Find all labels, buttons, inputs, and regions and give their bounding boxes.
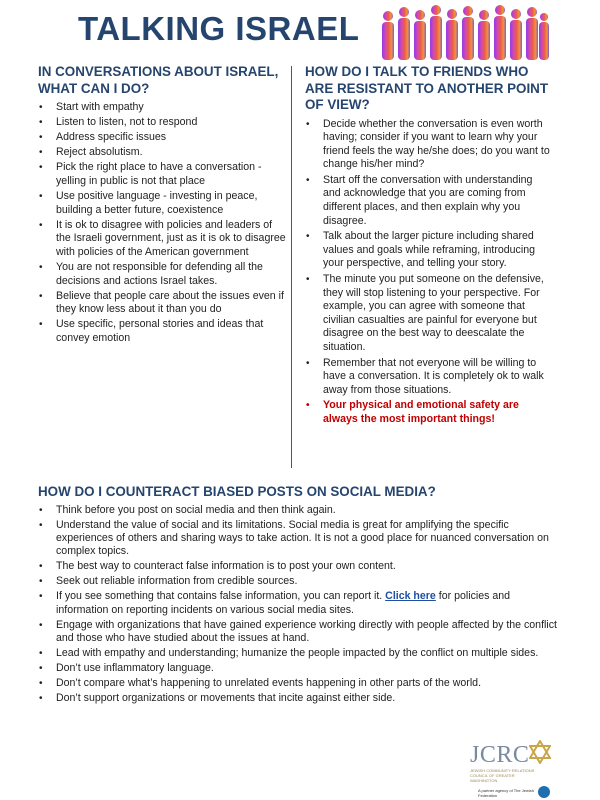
conversations-section <box>38 64 288 347</box>
report-text-after: for policies and information on reporting incidents on various social media sites. <box>56 590 511 616</box>
list-item: • Start with empathy <box>38 101 288 115</box>
list-item: • Remember that not everyone will be willing to have a conversation. It is completely ok to walk away from those situations. <box>305 357 550 398</box>
list-item: • The minute you put someone on the defensive, they will stop listening to your perspective. For example, you can agree with someone that civilian casualties are painful for everyone but disagree on the best way to deescalate the situation. <box>305 273 550 355</box>
click-here-link[interactable]: Click here <box>385 590 436 603</box>
resistant-friends-section <box>305 64 550 429</box>
conversations-heading: IN CONVERSATIONS ABOUT ISRAEL, WHAT CAN I DO? <box>38 64 279 96</box>
list-item: • Start off the conversation with understanding and acknowledge that you are coming from different places, and then explain why you disagree. <box>305 174 550 228</box>
resistant-friends-list <box>305 118 550 427</box>
list-item: • Reject absolutism. <box>38 146 288 160</box>
list-item: • Understand the value of social and its limitations. Social media is great for amplifying the specific experiences of others and sharing ways to take action. It is not a good place for nuanced conversation on complex topics. <box>38 519 558 559</box>
safety-warning: • Your physical and emotional safety are always the most important things! <box>305 399 550 426</box>
social-media-list <box>38 504 558 706</box>
column-divider <box>291 66 292 468</box>
logo-letters: JCRC <box>470 742 530 768</box>
list-item: • Decide whether the conversation is even worth having; consider if you want to learn why your friend feels the way he/she does; do you want to change his/her mind? <box>305 118 550 172</box>
list-item: • Use positive language - investing in peace, building a better future, coexistence <box>38 190 288 217</box>
people-crowd-image <box>376 2 552 60</box>
list-item: • Engage with organizations that have gained experience working directly with people affected by the conflict and those who have studied about the issues at hand. <box>38 619 558 646</box>
list-item: • You are not responsible for defending all the decisions and actions Israel takes. <box>38 261 288 288</box>
list-item: • Listen to listen, not to respond <box>38 116 288 130</box>
list-item: • The best way to counteract false information is to post your own content. <box>38 560 558 573</box>
list-item: • Use specific, personal stories and ideas that convey emotion <box>38 318 288 345</box>
list-item: • It is ok to disagree with policies and leaders of the Israeli government, just as it is ok to disagree with policies of the American government <box>38 219 288 260</box>
jcrc-logo <box>470 742 560 797</box>
social-media-heading: HOW DO I COUNTERACT BIASED POSTS ON SOCIAL MEDIA? <box>38 484 436 499</box>
list-item: • Lead with empathy and understanding; humanize the people impacted by the conflict on multiple sides. <box>38 647 558 660</box>
social-media-section <box>38 484 558 707</box>
logo-agency-text: A partner agency of The Jewish Federation <box>478 788 534 798</box>
list-item: • Don’t compare what’s happening to unrelated events happening in other parts of the world. <box>38 677 558 690</box>
star-of-david-icon <box>529 740 551 764</box>
conversations-list <box>38 101 288 346</box>
list-item: • Don’t use inflammatory language. <box>38 662 558 675</box>
page-title: TALKING ISRAEL <box>78 10 360 47</box>
resistant-friends-heading: HOW DO I TALK TO FRIENDS WHO ARE RESISTANT TO ANOTHER POINT OF VIEW? <box>305 64 549 112</box>
list-item: • Pick the right place to have a conversation - yelling in public is not that place <box>38 161 288 188</box>
list-item: • Seek out reliable information from credible sources. <box>38 575 558 588</box>
list-item: • Address specific issues <box>38 131 288 145</box>
list-item: • Believe that people care about the issues even if they know less about it than you do <box>38 290 288 317</box>
report-list-item <box>38 590 558 617</box>
report-text-before: If you see something that contains false information, you can report it. <box>56 590 386 603</box>
list-item: • Talk about the larger picture including shared values and goals while reframing, introducing your perspective, and telling your story. <box>305 230 550 271</box>
list-item: • Don’t support organizations or movements that incite against either side. <box>38 692 558 705</box>
logo-subtitle: JEWISH COMMUNITY RELATIONS COUNCIL OF GREATER WASHINGTON <box>470 768 535 783</box>
list-item: • Think before you post on social media and then think again. <box>38 504 558 517</box>
federation-mark-icon <box>538 786 550 798</box>
